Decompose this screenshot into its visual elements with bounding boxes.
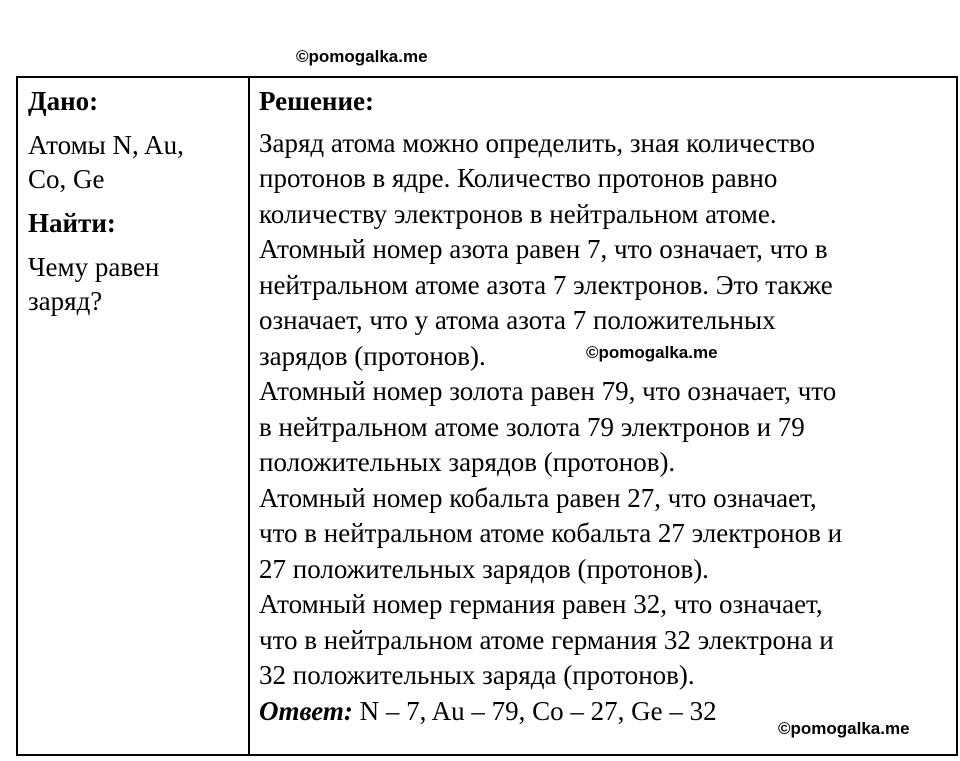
find-heading: Найти: [28, 208, 116, 238]
solution-line: в нейтральном атоме золота 79 электронов и 79 [259, 411, 805, 442]
solution-line: Заряд атома можно определить, зная количество [259, 127, 816, 158]
given-heading: Дано: [28, 86, 99, 116]
find-text [28, 250, 240, 318]
given-line: Co, Ge [28, 164, 105, 194]
solution-line: Атомный номер кобальта равен 27, что означает, [259, 482, 817, 513]
solution-line: количеству электронов в нейтральном атоме. [259, 198, 777, 229]
solution-line: что в нейтральном атоме кобальта 27 электронов и [259, 518, 843, 548]
task-table [16, 76, 958, 756]
solution-line: зарядов (протонов). [259, 340, 486, 371]
given-column [28, 84, 240, 318]
answer-label: Ответ: [259, 695, 353, 726]
solution-line: Атомный номер золота равен 79, что означает, что [259, 376, 837, 406]
solution-line: означает, что у атома азота 7 положительных [259, 305, 776, 335]
given-text [28, 128, 240, 196]
solution-column [259, 84, 949, 729]
solution-line: что в нейтральном атоме германия 32 электрона и [259, 624, 834, 655]
given-line: Атомы N, Au, [28, 130, 184, 160]
solution-heading: Решение: [259, 86, 374, 116]
solution-line: 32 положительных заряда (протонов). [259, 660, 695, 690]
column-divider [248, 78, 250, 754]
watermark-bottom: ©pomogalka.me [778, 719, 910, 738]
solution-line: Атомный номер азота равен 7, что означает, что в [259, 234, 828, 264]
answer-value: N – 7, Au – 79, Co – 27, Ge – 32 [352, 695, 717, 726]
solution-text [259, 126, 949, 730]
solution-line: 27 положительных зарядов (протонов). [259, 553, 709, 584]
solution-line: нейтральном атоме азота 7 электронов. Это также [259, 269, 833, 300]
find-line: заряд? [28, 286, 103, 316]
solution-line: положительных зарядов (протонов). [259, 447, 676, 477]
find-line: Чему равен [28, 252, 160, 282]
watermark-top: ©pomogalka.me [296, 47, 428, 66]
watermark-middle: ©pomogalka.me [586, 343, 718, 362]
solution-line: Атомный номер германия равен 32, что означает, [259, 589, 823, 619]
solution-line: протонов в ядре. Количество протонов равно [259, 163, 778, 193]
